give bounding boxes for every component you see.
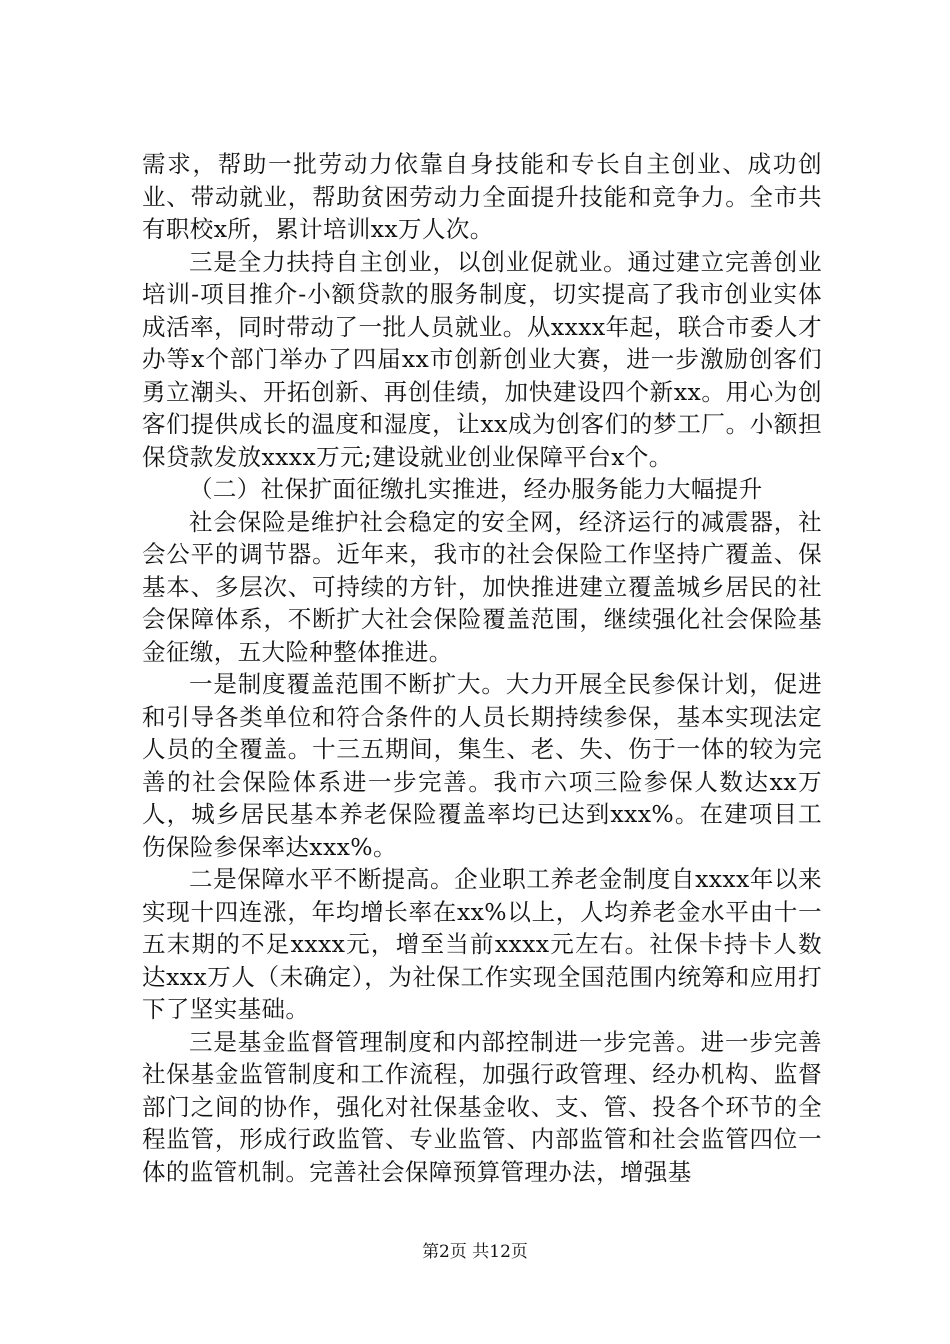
page-footer: 第2页 共12页: [422, 1242, 528, 1262]
paragraph-3: 社会保险是维护社会稳定的安全网，经济运行的减震器，社会公平的调节器。近年来，我市的社会保险工作坚持广覆盖、保基本、多层次、可持续的方针，加快推进建立覆盖城乡居民的社会保障体系，不断扩大社会保险覆盖范围，继续强化社会保险基金征缴，五大险种整体推进。: [142, 507, 822, 666]
paragraph-1: 需求，帮助一批劳动力依靠自身技能和专长自主创业、成功创业、带动就业，帮助贫困劳动力全面提升技能和竞争力。全市共有职校x所，累计培训xx万人次。: [142, 150, 822, 243]
paragraph-5: 二是保障水平不断提高。企业职工养老金制度自xxxx年以来实现十四连涨，年均增长率在xx%以上，人均养老金水平由十一五末期的不足xxxx元，增至当前xxxx元左右。社保卡持卡人数达xxx万人（未确定），为社保工作实现全国范围内统筹和应用打下了坚实基础。: [142, 865, 822, 1023]
document-body: [142, 148, 822, 1188]
paragraph-4: 一是制度覆盖范围不断扩大。大力开展全民参保计划，促进和引导各类单位和符合条件的人员长期持续参保，基本实现法定人员的全覆盖。十三五期间，集生、老、失、伤于一体的较为完善的社会保险体系进一步完善。我市六项三险参保人数达xx万人，城乡居民基本养老保险覆盖率均已达到xxx%。在建项目工伤保险参保率达xxx%。: [142, 670, 822, 861]
paragraph-2: 三是全力扶持自主创业，以创业促就业。通过建立完善创业培训-项目推介-小额贷款的服务制度，切实提高了我市创业实体成活率，同时带动了一批人员就业。从xxxx年起，联合市委人才办等x个部门举办了四届xx市创新创业大赛，进一步激励创客们勇立潮头、开拓创新、再创佳绩，加快建设四个新xx。用心为创客们提供成长的温度和湿度，让xx成为创客们的梦工厂。小额担保贷款发放xxxx万元;建设就业创业保障平台x个。: [142, 247, 822, 471]
section-heading: （二）社保扩面征缴扎实推进，经办服务能力大幅提升: [189, 475, 763, 503]
paragraph-6: 三是基金监督管理制度和内部控制进一步完善。进一步完善社保基金监管制度和工作流程，加强行政管理、经办机构、监督部门之间的协作，强化对社保基金收、支、管、投各个环节的全程监管，形成行政监管、专业监管、内部监管和社会监管四位一体的监管机制。完善社会保障预算管理办法，增强基: [142, 1027, 822, 1186]
